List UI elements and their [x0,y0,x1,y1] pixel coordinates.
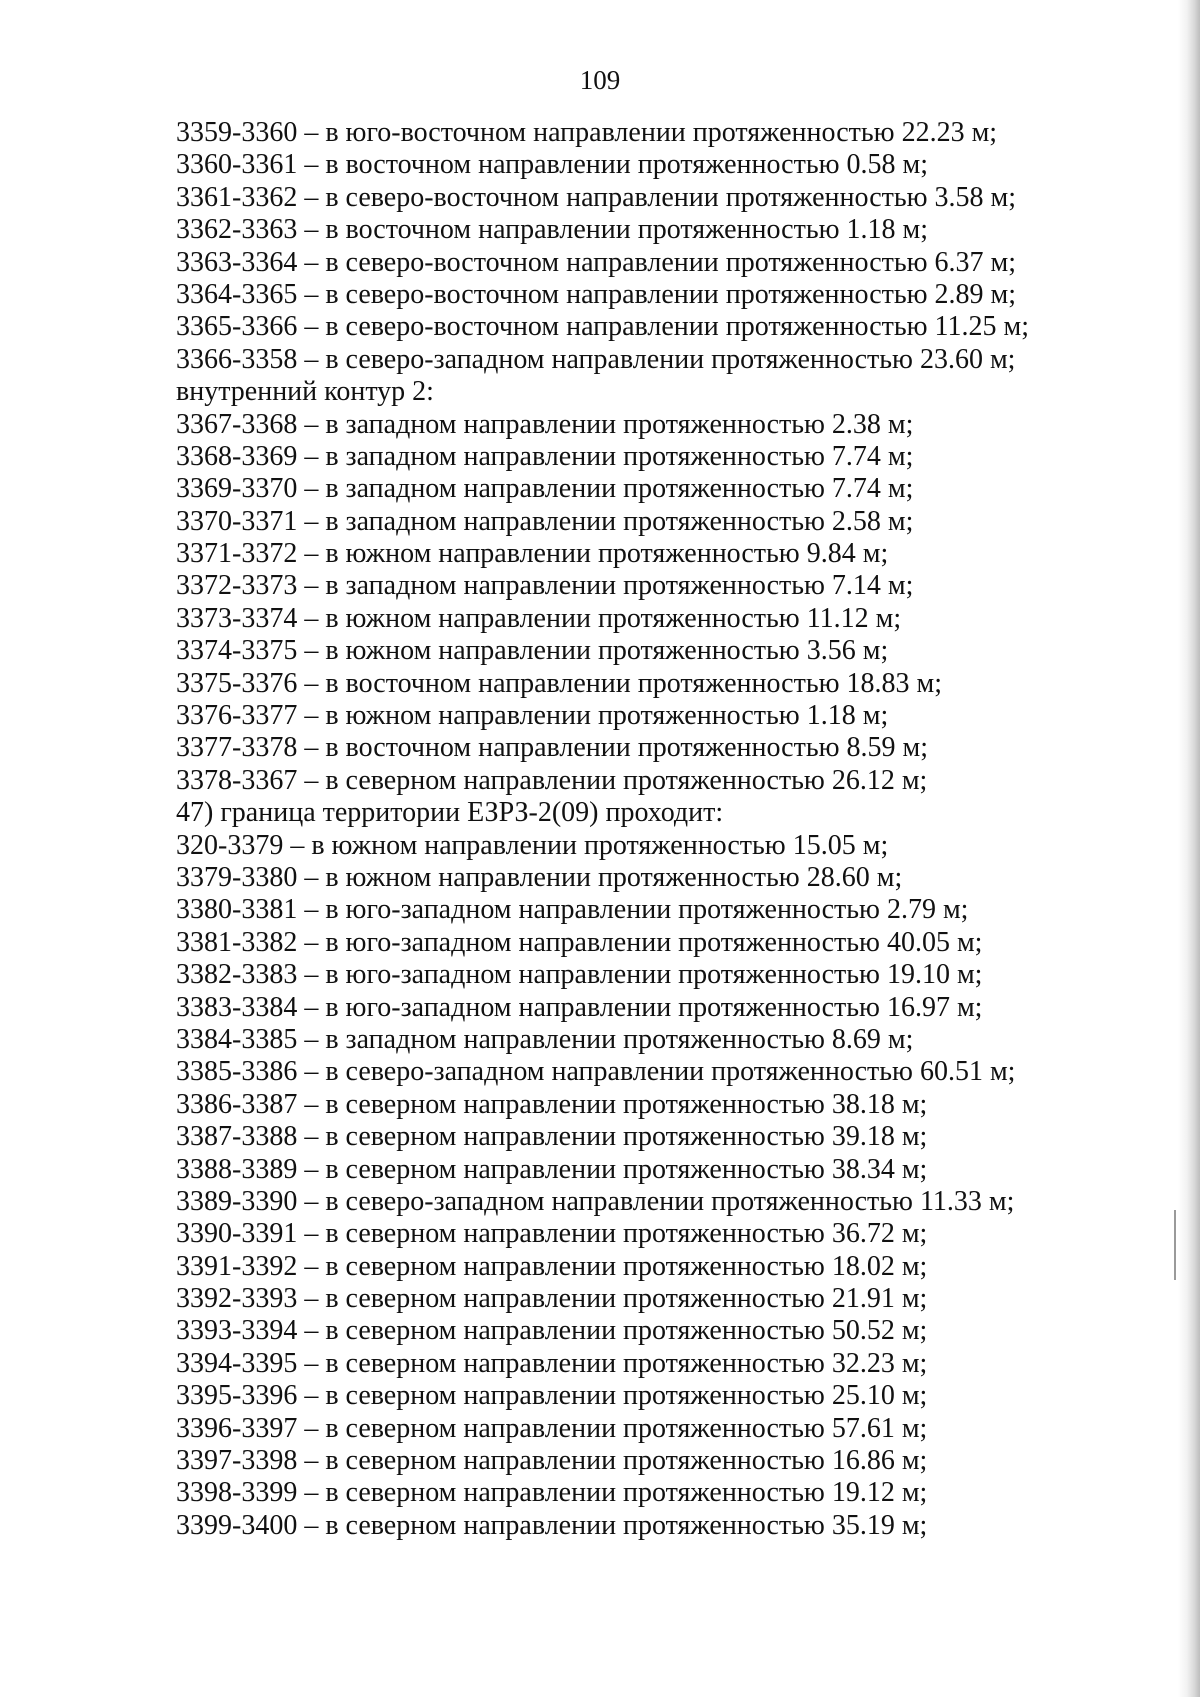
text-line: 3391-3392 – в северном направлении протяженностью 18.02 м; [176,1250,928,1282]
text-line: 3375-3376 – в восточном направлении протяженностью 18.83 м; [176,667,943,699]
scan-edge-shadow [1178,0,1200,1697]
text-line: 3395-3396 – в северном направлении протяженностью 25.10 м; [176,1380,928,1412]
text-line: 3367-3368 – в западном направлении протяженностью 2.38 м; [176,408,914,440]
text-line: 3360-3361 – в восточном направлении протяженностью 0.58 м; [176,149,929,181]
text-line: 3380-3381 – в юго-западном направлении протяженностью 2.79 м; [176,894,969,926]
text-line: 3373-3374 – в южном направлении протяженностью 11.12 м; [176,602,902,634]
text-line: 3396-3397 – в северном направлении протяженностью 57.61 м; [176,1412,928,1444]
text-line: 3385-3386 – в северо-западном направлении протяженностью 60.51 м; [176,1056,1016,1088]
text-line: 3386-3387 – в северном направлении протяженностью 38.18 м; [176,1088,928,1120]
text-line: 3383-3384 – в юго-западном направлении протяженностью 16.97 м; [176,991,983,1023]
text-line: 3359-3360 – в юго-восточном направлении протяженностью 22.23 м; [176,117,998,148]
text-line: 3369-3370 – в западном направлении протяженностью 7.74 м; [176,473,914,505]
text-line: 3378-3367 – в северном направлении протяженностью 26.12 м; [176,764,928,796]
text-line: 3366-3358 – в северо-западном направлении протяженностью 23.60 м; [176,343,1016,375]
text-line: 3368-3369 – в западном направлении протяженностью 7.74 м; [176,440,914,472]
text-line: 3381-3382 – в юго-западном направлении протяженностью 40.05 м; [176,926,983,958]
text-line: 3387-3388 – в северном направлении протяженностью 39.18 м; [176,1121,928,1153]
section-heading: внутренний контур 2: [176,376,434,408]
text-line: 320-3379 – в южном направлении протяженностью 15.05 м; [176,829,889,861]
text-line: 3377-3378 – в восточном направлении протяженностью 8.59 м; [176,732,929,764]
text-line: 3363-3364 – в северо-восточном направлении протяженностью 6.37 м; [176,246,1017,278]
text-line: 3376-3377 – в южном направлении протяженностью 1.18 м; [176,700,889,732]
page-number: 109 [579,65,621,95]
text-line: 3362-3363 – в восточном направлении протяженностью 1.18 м; [176,214,929,246]
text-line: 3374-3375 – в южном направлении протяженностью 3.56 м; [176,635,889,667]
text-line: 3398-3399 – в северном направлении протяженностью 19.12 м; [176,1477,928,1509]
text-line: 3389-3390 – в северо-западном направлении протяженностью 11.33 м; [176,1185,1015,1217]
document-body [176,117,1096,1542]
text-line: 3388-3389 – в северном направлении протяженностью 38.34 м; [176,1153,928,1185]
text-line: 3365-3366 – в северо-восточном направлении протяженностью 11.25 м; [176,311,1030,343]
text-line: 3384-3385 – в западном направлении протяженностью 8.69 м; [176,1023,914,1055]
text-line: 3382-3383 – в юго-западном направлении протяженностью 19.10 м; [176,959,983,991]
text-line: 3364-3365 – в северо-восточном направлении протяженностью 2.89 м; [176,278,1017,310]
text-line: 3390-3391 – в северном направлении протяженностью 36.72 м; [176,1218,928,1250]
text-line: 3361-3362 – в северо-восточном направлении протяженностью 3.58 м; [176,181,1017,213]
text-line: 3370-3371 – в западном направлении протяженностью 2.58 м; [176,505,914,537]
text-line: 3372-3373 – в западном направлении протяженностью 7.14 м; [176,570,914,602]
text-line: 3397-3398 – в северном направлении протяженностью 16.86 м; [176,1445,928,1477]
text-line: 3371-3372 – в южном направлении протяженностью 9.84 м; [176,538,889,570]
text-line: 3393-3394 – в северном направлении протяженностью 50.52 м; [176,1315,928,1347]
text-line: 3379-3380 – в южном направлении протяженностью 28.60 м; [176,861,903,893]
text-line: 3399-3400 – в северном направлении протяженностью 35.19 м; [176,1509,928,1541]
text-line: 3394-3395 – в северном направлении протяженностью 32.23 м; [176,1347,928,1379]
section-heading: 47) граница территории ЕЗРЗ-2(09) проходит: [176,797,724,829]
scan-margin-mark [1174,1210,1176,1280]
text-line: 3392-3393 – в северном направлении протяженностью 21.91 м; [176,1283,928,1315]
